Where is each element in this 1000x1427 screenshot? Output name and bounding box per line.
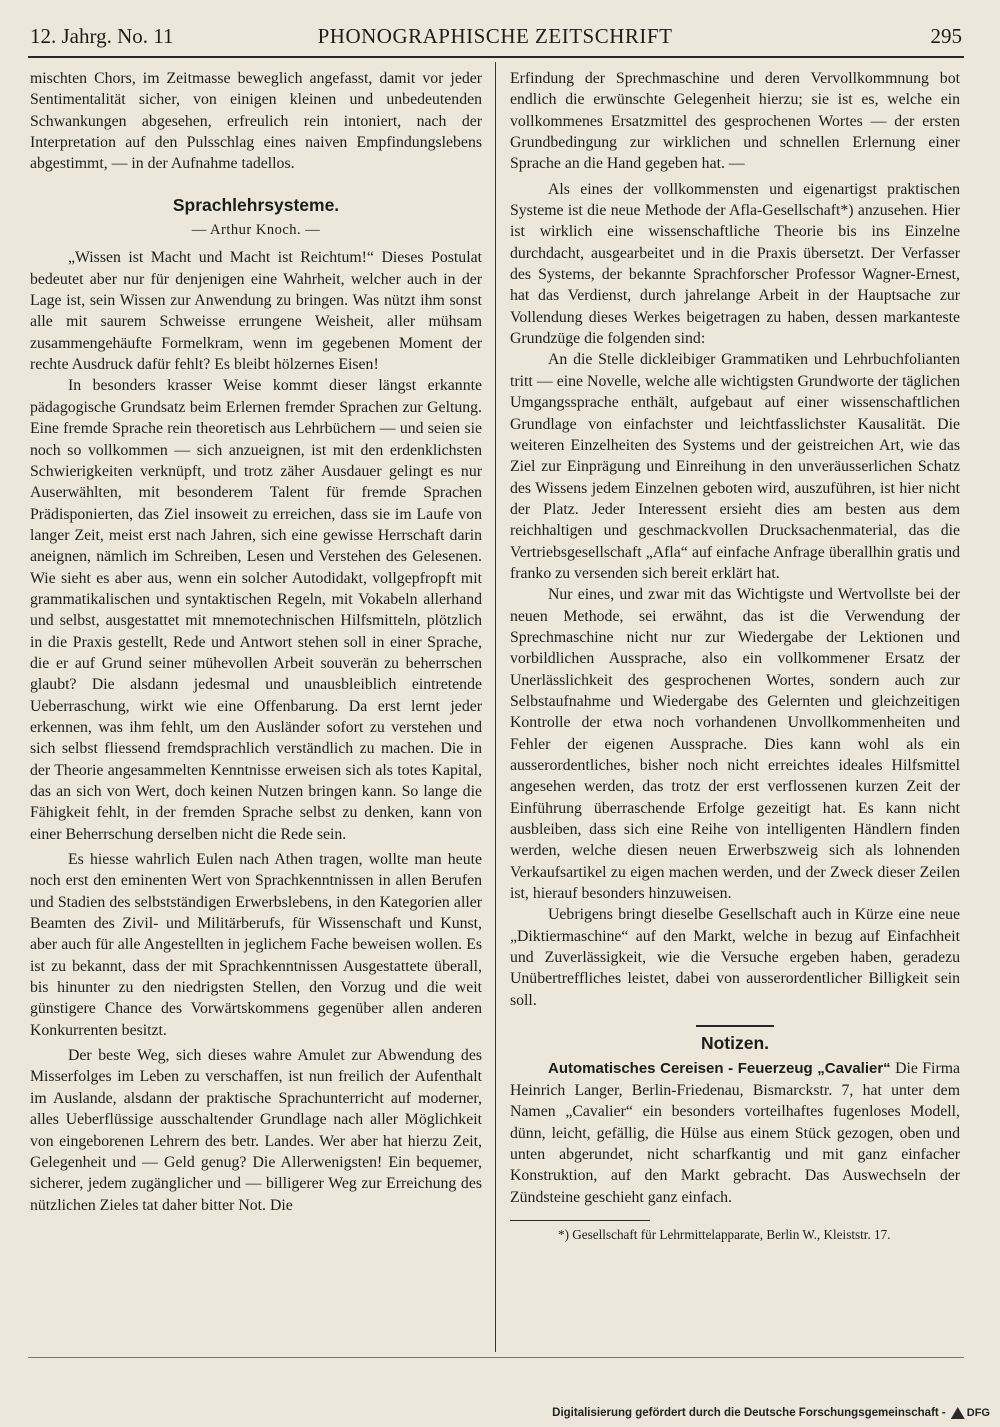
article-paragraph: In besonders krasser Weise kommt dieser längst erkannte pädagogische Grundsatz beim Erlernen fremder Sprachen zur Geltung. Eine fremde Sprache rein theoretisch aus Lehrbüchern — und seien sie noch so vollkommen — sich anzueignen, ist mit den erdenklichsten Schwierigkeiten verknüpft, und trotz zäher Ausdauer gelingt es nur Auserwählten, mit besonderem Talent für fremde Sprachen Prädisponierten, das Ziel insoweit zu erreichen, dass sie im Laufe von langer Zeit, meist erst nach Jahren, sich eine gewisse Herrschaft darin aneignen, nämlich im Schreiben, Lesen und Verstehen des Gelesenen. Wie sieht es aber aus, wenn ein solcher Autodidakt, vollgepfropft mit grammatikalischen und syntaktischen Regeln, mit Vokabeln allerhand und selbst, ausgestattet mit mnemotechnischen Hilfsmitteln, plötzlich in die Praxis gestellt, Rede und Antwort stehen soll in einer Sprache, die er auf Grund seiner mühevollen Arbeit souverän zu beherrschen glaubt? Die alsdann jedesmal und unausbleiblich eintretende Ueberraschung, wirkt wie eine Offenbarung. Da erst lernt jeder erkennen, was ihm fehlt, um den Ausländer sofort zu verstehen und sich selbst fliessend fremdsprachlich verständlich zu machen. Die in der Theorie angesammelten Kenntnisse erweisen sich als totes Kapital, das an sich von Wert, doch keinen Nutzen bringen kann. So lange die Fähigkeit fehlt, in der fremden Sprache selbst zu denken, kann von einer Beherrschung derselben nicht die Rede sein.	[30, 377, 482, 843]
article-author: — Arthur Knoch. —	[191, 222, 321, 239]
digitization-credit	[552, 1407, 990, 1419]
article-paragraph: Nur eines, und zwar mit das Wichtigste und Wertvollste bei der neuen Methode, sei erwähnt, das ist die Verwendung der Sprechmaschine nicht nur zur Wiedergabe der Lektionen und vorbildlichen Aussprache, also ein vollkommener Ersatz der Unerlässlichkeit des gesprochenen Wortes, sondern auch zur Selbstaufnahme und Wiedergabe des Gelernten und gleichzeitigen Kontrolle der etwa noch vorhandenen Unvollkommenheiten und Fehler der eigenen Aussprache. Dies kann wohl als ein ausserordentliches, bisher noch nicht erreichtes ideales Hilfsmittel angesehen werden, das trotz der erst verflossenen kurzen Zeit der Einführung überraschende Erfolge gezeitigt hat. Es kann nicht ausbleiben, dass sich eine Reihe von intelligenten Händlern finden werden, welche diesen neuen Erwerbszweig sich als lohnenden Verkaufsartikel zu eigen machen werden, und der Zweck dieser Zeilen ist, hierauf besonders hinzuweisen.	[510, 586, 960, 903]
left-column	[30, 68, 482, 1216]
right-column	[510, 68, 960, 1243]
publication-title: PHONOGRAPHISCHE ZEITSCHRIFT	[317, 24, 673, 48]
article-paragraph: Als eines der vollkommensten und eigenartigst praktischen Systeme ist die neue Methode der Afla-Gesellschaft*) anzusehen. Hier ist wirklich eine wissenschaftliche Theorie bis ins Einzelne durchdacht, ausgearbeitet und in die Praxis übersetzt. Der Verfasser des Systems, der bekannte Sprachforscher Professor Wagner-Ernest, hat das Verdienst, durch jahrelange Arbeit in der Hauptsache zur Vollendung dieses Werkes beigetragen zu haben, dessen markanteste Grundzüge die folgenden sind:	[510, 180, 960, 348]
page-header	[28, 22, 962, 56]
bottom-rule	[28, 1357, 964, 1358]
issue-label: 12. Jahrg. No. 11	[30, 24, 174, 48]
header-rule	[28, 56, 964, 58]
section-divider	[696, 1025, 774, 1027]
dfg-logo-icon	[951, 1407, 965, 1419]
page-number: 295	[930, 24, 962, 48]
footnote-rule	[510, 1220, 650, 1221]
article-paragraph: Der beste Weg, sich dieses wahre Amulet zur Abwendung des Misserfolges im Leben zu verschaffen, ist nun freilich der Aufenthalt im Auslande, alsdann der praktische Sprachunterricht auf moderner, alles Ueberflüssige ausschaltender Grundlage nach aller Möglichkeit von eingeborenen Lehrern des betr. Landes. Wer aber hat hierzu Zeit, Gelegenheit und — Geld genug? Die Allerwenigsten! Ein bequemer, sicherer, jedem zugänglicher und — billigerer Weg zur Erreichung des nützlichen Zieles tat daher bitter Not. Die	[30, 1047, 482, 1214]
intro-paragraph: mischten Chors, im Zeitmasse beweglich angefasst, damit vor jeder Sentimentalität sicher, von einigen kleinen und unbedeutenden Schwankungen abgesehen, erfreulich rein intoniert, nach der Interpretation auf den Pulsschlag eines naiven Empfindungslebens abgestimmt, — in der Aufnahme tadellos.	[30, 70, 482, 173]
dfg-logo	[951, 1407, 990, 1419]
notiz-paragraph	[510, 1058, 960, 1207]
notizen-title: Notizen.	[700, 1033, 770, 1054]
article-paragraph: „Wissen ist Macht und Macht ist Reichtum!“ Dieses Postulat bedeutet aber nur für denjenigen eine Wahrheit, welcher auch in der Lage ist, sein Wissen zur Anwendung zu bringen. Was nützt ihm sonst alle mit saurem Schweisse errungene Weisheit, aller mühsam zusammengehäufte Formelkram, wenn im gegebenen Moment der rechte Ausdruck dafür fehlt? Es bleibt hölzernes Eisen!	[30, 249, 482, 374]
credit-text: Digitalisierung gefördert durch die Deutsche Forschungsgemeinschaft -	[552, 1407, 946, 1419]
footnote: *) Gesellschaft für Lehrmittelapparate, Berlin W., Kleiststr. 17.	[558, 1226, 891, 1242]
dfg-logo-text: DFG	[966, 1407, 990, 1419]
column-divider	[495, 62, 496, 1352]
article-paragraph: Es hiesse wahrlich Eulen nach Athen tragen, wollte man heute noch erst den eminenten Wert von Sprachkenntnissen in allen Berufen und Stadien des selbstständigen Erwerbslebens, in den Kategorien aller Beamten des Zivil- und Militärberufs, für Wissenschaft und Kunst, aber auch für alle Angestellten in jeglichem Fache beweisen wollen. Es ist zu bekannt, dass der mit Sprachkenntnissen Ausgestattete überall, bis hinunter zu den niedrigsten Stellen, den Vorzug und die weit günstigere Chance des Vorwärtskommens gegenüber allen anderen Konkurrenten besitzt.	[30, 851, 482, 1039]
continuation-paragraph: Erfindung der Sprechmaschine und deren Vervollkommnung bot endlich die erwünschte Gelegenheit hierzu; sie ist es, welche ein vollkommenes Ersatzmittel des gesprochenen Wortes — der ersten Grundbedingung zur wirklichen und schnellen Erlernung einer Sprache an die Hand gegeben hat. —	[510, 70, 960, 173]
article-title: Sprachlehrsysteme.	[172, 194, 340, 215]
article-paragraph: An die Stelle dickleibiger Grammatiken und Lehrbuchfolianten tritt — eine Novelle, welche alle wichtigsten Grundworte der täglichen Umgangssprache enthält, aufgebaut auf einer wissenschaftlichen Grundlage von einfachster und leichtfasslichster Kausalität. Die weiteren Einzelheiten des Systems und der geistreichen Art, wie das Ziel zur Einprägung und Einreihung in den unveräusserlichen Schatz des Wissens jedem Einzelnen geboten wird, auszuführen, ist hier nicht der Platz. Jeder Interessent ersieht dies am besten aus dem reichhaltigen und geschmackvollen Drucksachenmaterial, das die Vertriebsgesellschaft „Afla“ auf einfache Anfrage überallhin gratis und franko zu versenden sich bereit erklärt hat.	[510, 351, 960, 582]
article-paragraph: Uebrigens bringt dieselbe Gesellschaft auch in Kürze eine neue „Diktiermaschine“ auf den Markt, welche in bezug auf Einfachheit und Zuverlässigkeit, wie die Versuche ergeben haben, geradezu Unübertreffliches leistet, dabei von ausserordentlicher Billigkeit sein soll.	[510, 906, 960, 1009]
notiz-body: Die Firma Heinrich Langer, Berlin-Friedenau, Bismarckstr. 7, hat unter dem Namen „Cavalier“ ein besonders vorteilhaftes fugenloses Modell, dünn, leicht, gefällig, die Hülse aus einem Stück gezogen, oben und unten abgerundet, nicht scharfkantig und mit ganz einfacher Konstruktion, auf den Markt gebracht. Das Auswechseln der Zündsteine geschieht ganz einfach.	[510, 1060, 961, 1206]
notiz-heading: Automatisches Cereisen - Feuerzeug „Cavalier“	[548, 1060, 891, 1078]
